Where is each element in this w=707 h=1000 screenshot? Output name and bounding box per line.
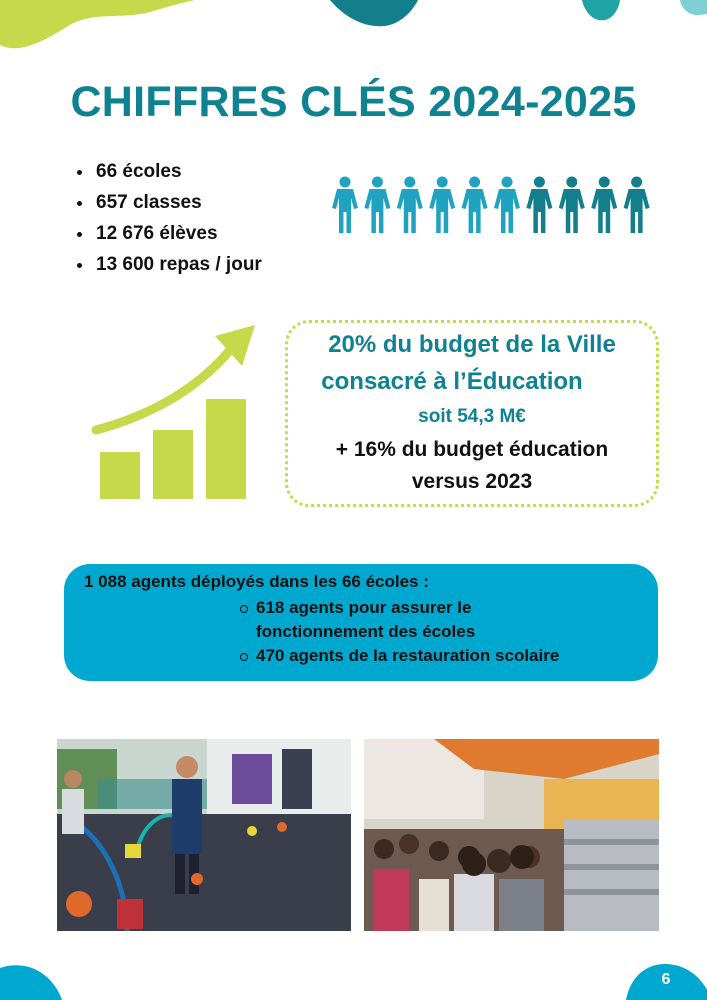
person-figure [559,177,585,234]
person-figure [429,177,455,234]
person-figure [624,177,650,234]
budget-amount: soit 54,3 M€ [418,406,526,427]
key-figures-list [74,156,262,280]
person-figure [397,177,423,234]
agents-box [64,564,658,681]
list-item: 657 classes [74,187,262,218]
person-figure [364,177,390,234]
budget-share: 20% du budget de la Ville [328,331,616,358]
person-figure [494,177,520,234]
person-figure [526,177,552,234]
list-item: 12 676 élèves [74,218,262,249]
budget-box [285,320,659,507]
agents-list [242,596,602,668]
growth-chart-icon [90,322,255,502]
list-item: 470 agents de la restauration scolaire [242,644,602,668]
list-item: 618 agents pour assurer le fonctionnement des écoles [242,596,602,644]
list-item: 66 écoles [74,156,262,187]
budget-purpose: consacré à l’Éducation [321,368,583,395]
agents-title: 1 088 agents déployés dans les 66 écoles : [84,572,429,591]
bottom-decoration [0,960,707,1000]
school-courtyard-photo [364,739,659,931]
budget-increase: + 16% du budget éducation [335,438,609,461]
person-figure [591,177,617,234]
page-title: CHIFFRES CLÉS 2024-2025 [70,78,637,126]
page-number: 6 [661,971,671,988]
person-figure [462,177,488,234]
top-decoration [0,0,707,60]
person-figure [332,177,358,234]
playground-photo [57,739,351,931]
people-icon [328,176,658,236]
list-item: 13 600 repas / jour [74,249,262,280]
budget-comparison: versus 2023 [411,470,533,493]
